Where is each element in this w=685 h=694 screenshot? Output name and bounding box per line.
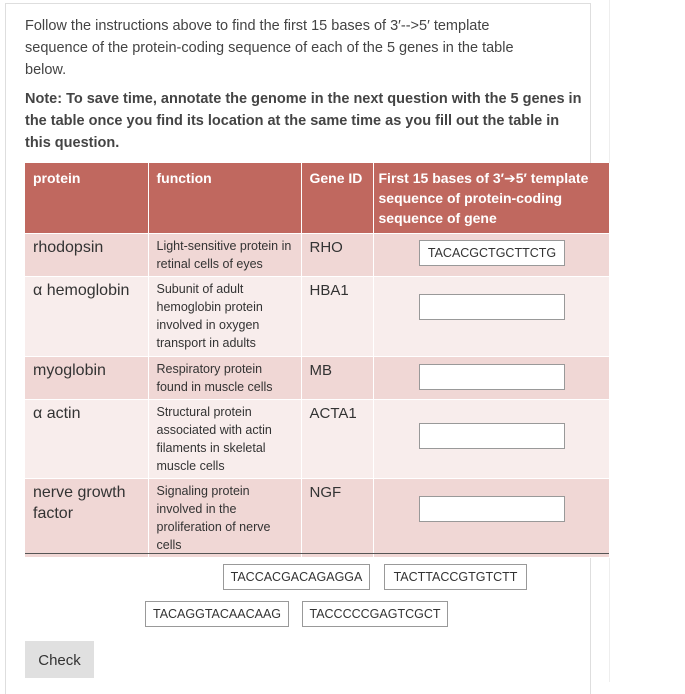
- table-row: [25, 478, 609, 557]
- protein-name: rhodopsin: [25, 233, 148, 276]
- answer-chip[interactable]: TACAGGTACAACAAG: [145, 601, 289, 627]
- table-bottom-border: [25, 553, 609, 554]
- answer-dropzone-rho[interactable]: TACACGCTGCTTCTG: [419, 240, 565, 266]
- header-gene-id: Gene ID: [301, 163, 373, 233]
- gene-id: HBA1: [301, 276, 373, 356]
- protein-function: Structural protein associated with actin filaments in skeletal muscle cells: [148, 399, 301, 478]
- gene-id: NGF: [301, 478, 373, 557]
- protein-function: Light-sensitive protein in retinal cells of eyes: [148, 233, 301, 276]
- answer-dropzone-acta1[interactable]: [419, 423, 565, 449]
- protein-name: nerve growth factor: [25, 478, 148, 557]
- header-function: function: [148, 163, 301, 233]
- protein-name: myoglobin: [25, 356, 148, 399]
- gene-id: ACTA1: [301, 399, 373, 478]
- table-row: [25, 276, 609, 356]
- protein-function: Respiratory protein found in muscle cells: [148, 356, 301, 399]
- genes-table: [25, 163, 610, 558]
- note-text: Note: To save time, annotate the genome in the next question with the 5 genes in the table once you find its location at the same time as you fill out the table in this question.: [25, 91, 582, 151]
- answer-chip[interactable]: TACCACGACAGAGGA: [223, 564, 370, 590]
- protein-function: Subunit of adult hemoglobin protein involved in oxygen transport in adults: [148, 276, 301, 356]
- table-row: [25, 233, 609, 276]
- header-template-sequence: First 15 bases of 3′➔5′ template sequence of protein-coding sequence of gene: [373, 163, 609, 233]
- protein-name: α hemoglobin: [25, 276, 148, 356]
- check-button[interactable]: Check: [25, 641, 94, 678]
- header-protein: protein: [25, 163, 148, 233]
- answer-dropzone-ngf[interactable]: [419, 496, 565, 522]
- table-row: [25, 356, 609, 399]
- answer-chip[interactable]: TACTTACCGTGTCTT: [384, 564, 527, 590]
- answer-dropzone-hba1[interactable]: [419, 294, 565, 320]
- protein-function: Signaling protein involved in the proliferation of nerve cells: [148, 478, 301, 557]
- gene-id: RHO: [301, 233, 373, 276]
- answer-chip[interactable]: TACCCCCGAGTCGCT: [302, 601, 448, 627]
- instructions-text: Follow the instructions above to find the first 15 bases of 3′-->5′ template sequence of the protein-coding sequence of each of the 5 genes in the table below.: [25, 18, 514, 78]
- gene-id: MB: [301, 356, 373, 399]
- protein-name: α actin: [25, 399, 148, 478]
- table-row: [25, 399, 609, 478]
- answer-dropzone-mb[interactable]: [419, 364, 565, 390]
